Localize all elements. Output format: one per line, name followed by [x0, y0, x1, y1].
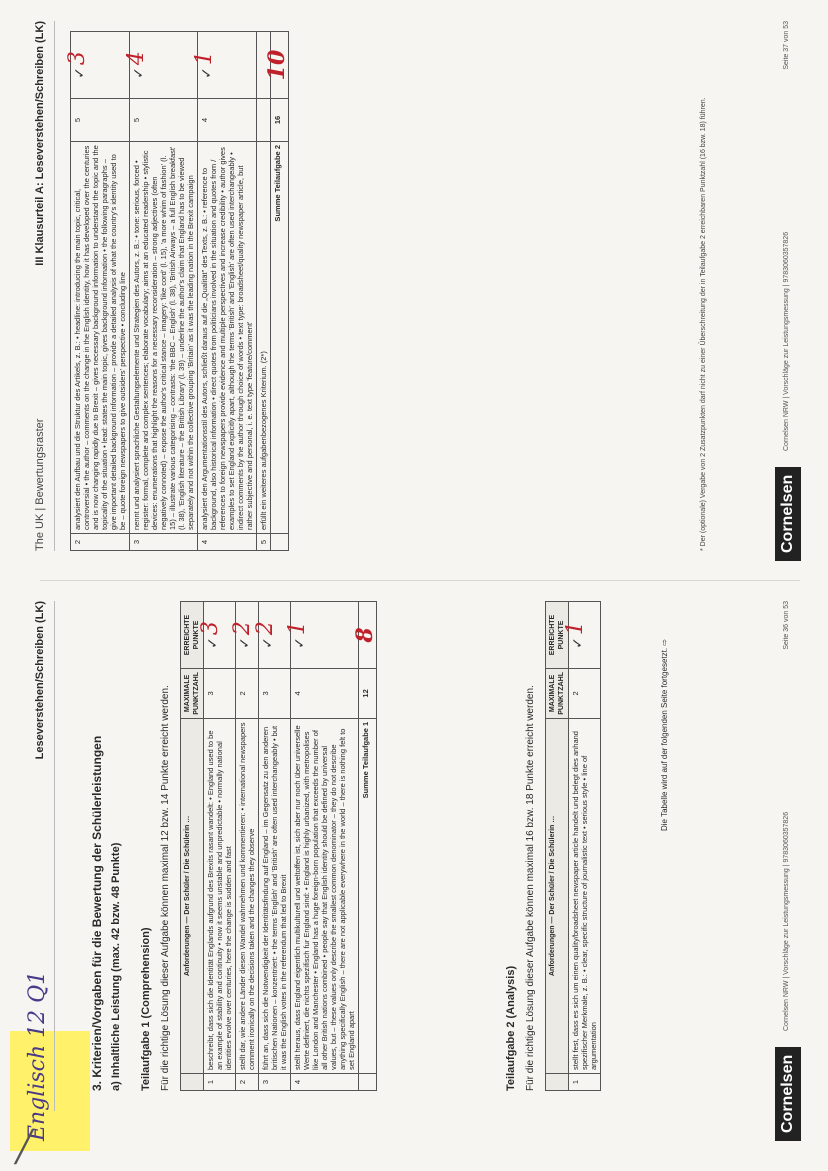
sum-row: Summe Teilaufgabe 2 16 10	[271, 32, 289, 551]
task2-intro: Für die richtige Lösung dieser Aufgabe können maximal 16 bzw. 18 Punkte erreicht werden.	[525, 685, 536, 1091]
checkmark: ✓	[130, 67, 146, 79]
page-header: The UK | Bewertungsraster III Klausurteil A: Leseverstehen/Schreiben (LK)	[30, 21, 55, 551]
col-points: ERREICHTE PUNKTE	[181, 602, 204, 669]
handwritten-subject: Englisch 12 Q1	[25, 970, 50, 1141]
continued-note: Die Tabelle wird auf der folgenden Seite fortgesetzt. ⇨	[660, 639, 669, 831]
task1-intro: Für die richtige Lösung dieser Aufgabe können maximal 12 bzw. 14 Punkte erreicht werden.	[160, 685, 171, 1091]
task1-heading: Teilaufgabe 1 (Comprehension)	[140, 927, 152, 1091]
col-requirements: Anforderungen — Der Schüler / Die Schülerin …	[181, 718, 204, 1073]
table-row: 1 beschreibt, dass sich die Identität Englands aufgrund des Brexits rasant wandelt: • England used to be an example of stability and continuity • now it seems unstable and unpredictable • normally national identities evolve over centuries, here the change is sudden and fast 3 ✓ 3	[204, 602, 236, 1091]
footer: Cornelsen Cornelsen NRW | Vorschläge zur Leistungsmessung | 9783060357826 Seite 36 von 53	[775, 601, 805, 1141]
table-row: 4 stellt heraus, dass England eigentlich multikulturell und weltoffen ist, sich aber nur noch über universelle Werte definiert, die nichts spezifisch fur England sind: • England is highly urbanized, with metropolises like London and Manchester • England has a huge foreign-born population that exceeds the number of all other British nations combined • people say that English identity should be defined by universal values, but – these values only describe the smallest common denominator – they do not describe anything specifically English – there are not applicable everywhere in the world – there is nothing felt to set England apart 4 ✓ 1	[291, 602, 359, 1091]
awarded-points: 3	[198, 621, 223, 636]
table-row: 3 nennt und analysiert sprachliche Gestaltungselemente und Strategien des Autors, z. B.: • tone: serious, forced • register: formal, complete and complex sentences; elaborate vocabulary; aims at an educated readership • stylistic devices: enumerations that highlight the reasons for a necessary reconsideration – strong adjectives (often negatively connoted) – expose the author's critical stance – imagery: 'like cord' (l. 15), 'a more whim of fashion' (l. 15) – illustrate various categorising – contrasts: 'the BBC – English' (l. 38), 'British Airways – a full English breakfast' (l. 38), 'English literature – the British Library' (l. 39) – underline the author's claim that England has to be viewed separately and not within the collective grouping 'Britain' as it was the leading nation in the Brexit campaign 5 ✓ 4	[130, 32, 198, 551]
page-number: Seite 37 von 53	[783, 21, 790, 70]
task3-table	[65, 31, 290, 551]
awarded-points: 1	[563, 621, 588, 636]
col-max: MAXIMALE PUNKTZAHL	[181, 669, 204, 719]
table-row: 2 stellt dar, wie andere Länder diesen Wandel wahrnehmen und kommentieren: • international newspapers comment ironically on the decisions taken and the changes they observe 2 ✓ 2	[236, 602, 259, 1091]
task2-table: Anforderungen — Der Schüler / Die Schülerin … MAXIMALE PUNKTZAHL ERREICHTE PUNKTE 1 stellt fest, dass es sich um einen quality/broadsheet newspaper article handelt und belegt dies anhand spezifischer Merkmale, z. B.: • clear, specific structure of journalistic text • serious style • line of argumentation 2 ✓ 1	[545, 601, 601, 1091]
cornelsen-logo: Cornelsen	[775, 1047, 801, 1141]
checkmark: ✓	[291, 637, 307, 649]
checkmark: ✓	[198, 67, 214, 79]
awarded-points: 2	[253, 621, 278, 636]
table-row: 2 analysiert den Aufbau und die Struktur des Artikels, z. B.: • headline: introducing the main topic, critical, controversial • the author – comments on the change in the English identity, how it has developed over the centuries and is now changing rapidly due to Brexit – gives necessary background information to understand the topic and the topicality of the situation • lead: states the main topic, gives background information • the following paragraphs – give important detailed background information – provide a detailed analysis of what the country's identity used to be – quote foreign newspapers to give outsiders' perspective • concluding line 5 ✓ 3	[71, 32, 130, 551]
footnote: * Der (optionale) Vergabe von 2 Zusatzpunkten darf nicht zu einer Überschreitung der in Teilaufgabe 2 erreichbaren Punktzahl (16 bzw. 18) führen.	[700, 97, 707, 551]
section-heading: 3. Kriterien/Vorgaben für die Bewertung der Schülerleistungen	[90, 735, 104, 1091]
awarded-points: 1	[192, 51, 217, 66]
awarded-total: 8	[352, 627, 378, 643]
awarded-points: 3	[65, 51, 90, 66]
awarded-points: 4	[124, 51, 149, 66]
checkmark: ✓	[236, 637, 252, 649]
checkmark: ✓	[204, 637, 220, 649]
checkmark: ✓	[569, 637, 585, 649]
table-row: 1 stellt fest, dass es sich um einen quality/broadsheet newspaper article handelt und belegt dies anhand spezifischer Merkmale, z. B.: • clear, specific structure of journalistic text • serious style • line of argumentation 2 ✓ 1	[569, 602, 601, 1091]
page-right	[0, 11, 828, 571]
footer: Cornelsen Cornelsen NRW | Vorschläge zur Leistungsmessung | 9783060357826 Seite 37 von 53	[775, 21, 805, 561]
task2-heading: Teilaufgabe 2 (Analysis)	[505, 965, 517, 1091]
sum-row: Summe Teilaufgabe 1 12 8	[359, 602, 377, 1091]
pen-stroke: ╱	[15, 1131, 34, 1164]
awarded-points: 2	[230, 621, 255, 636]
subsection-heading: a) Inhaltliche Leistung (max. 42 bzw. 48 Punkte)	[110, 842, 122, 1091]
table-row: 3 führt an, dass sich die Notwendigkeit der Identitätsfindung auf England – im Gegensatz zu den anderen britischen Nationen – konzentriert: • the terms 'English' and 'British' are often used interchangeably • but it was the English votes in the referendum that led to Brexit 3 ✓ 2	[259, 602, 291, 1091]
page-left	[0, 591, 828, 1151]
checkmark: ✓	[259, 637, 275, 649]
page-divider	[40, 580, 800, 581]
page-number: Seite 36 von 53	[783, 601, 790, 650]
table-row: 5 erfüllt ein weiteres aufgabenbezogenes Kriterium. (2*)	[257, 32, 271, 551]
awarded-points: 1	[285, 621, 310, 636]
page-header: Leseverstehen/Schreiben (LK)	[30, 601, 55, 1111]
table-row: 4 analysiert den Argumentationsstil des Autors, schließt daraus auf die „Qualität" des Texts, z. B.: • reference to background, also historical information • direct quotes from politicians involved in the situation and quotes from / references to foreign newspapers provide evidence and multiple perspectives and increase credibility • author gives examples to set England explicitly apart, although the terms 'British' and 'English' are often used interchangeably • indirect comments by the author through choice of words • text type: broadsheet/quality newspaper article, but rather subjective and personal, i. e. text type 'feature/comment' 4 ✓ 1	[198, 32, 257, 551]
awarded-total: 10	[264, 49, 290, 81]
cornelsen-logo: Cornelsen	[775, 467, 801, 561]
task1-table	[180, 601, 377, 1091]
checkmark: ✓	[71, 67, 87, 79]
